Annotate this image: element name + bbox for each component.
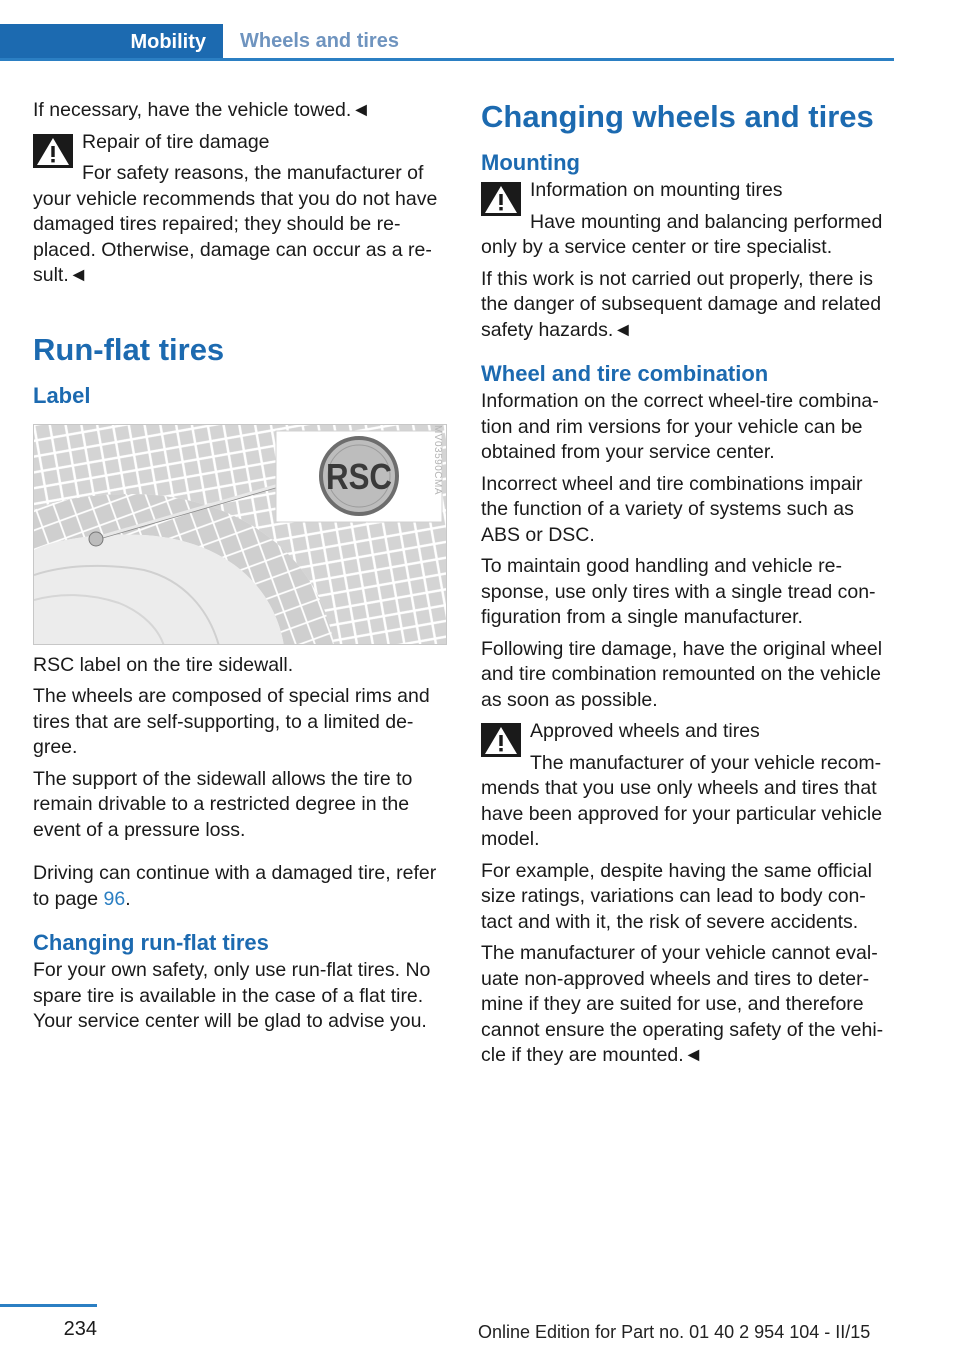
page-96-link[interactable]: 96 (103, 887, 126, 910)
para3-text: Driving can continue with a damaged tire, refer to page (33, 862, 437, 910)
edition-text: Online Edition for Part no. 01 40 2 954 104 - II/15 (478, 1322, 871, 1342)
para3-end: . (125, 887, 131, 910)
warning-text: The manufacturer of your vehicle recom‐mends that you use only wheels and tires that have been approved for your particular vehicle model. (481, 751, 883, 850)
warning-repair (33, 130, 447, 289)
heading-changing-run-flat: Changing run-flat tires (33, 930, 269, 955)
warning-text: Have mounting and balancing performed only by a service center or tire specialist. (481, 210, 883, 258)
tire-illustration (34, 425, 447, 645)
heading-wheel-tire-combination: Wheel and tire combination (481, 361, 769, 386)
runflat-para-1: The wheels are composed of special rims and tires that are self-supporting, to a limited de‐gree. (33, 685, 430, 758)
warning-mounting (481, 178, 893, 261)
combo-para-1: Information on the correct wheel-tire combina‐tion and rim versions for your vehicle can be obtained from your service center. (481, 390, 879, 463)
warning-text: For safety reasons, the manufacturer of your vehicle recommends that you do not have damaged tires repaired; they should be re‐placed. Otherwise, damage can occur as a re‐sult.◄ (33, 162, 438, 286)
runflat-para-4: For your own safety, only use run-flat tires. No spare tire is available in the case of a flat tire. Your service center will be glad to advise you. (33, 959, 431, 1032)
heading-changing-wheels: Changing wheels and tires (481, 99, 874, 134)
rsc-tire-figure (33, 424, 447, 645)
right-column (481, 98, 893, 1075)
warning-title: Information on mounting tires (530, 179, 783, 201)
left-column (33, 98, 447, 1041)
warning-triangle-icon (481, 182, 521, 216)
footer-rule (0, 1304, 97, 1307)
warning-title: Approved wheels and tires (530, 720, 760, 742)
towed-text: If necessary, have the vehicle towed.◄ (33, 99, 371, 121)
warning-approved-wheels (481, 719, 893, 853)
heading-label: Label (33, 382, 91, 408)
combo-para-2: Incorrect wheel and tire combinations impair the function of a variety of systems such as ABS or DSC. (481, 472, 863, 546)
rsc-badge-text: RSC (326, 455, 392, 497)
heading-mounting: Mounting (481, 150, 580, 175)
header-rule (0, 58, 894, 61)
warning-title: Repair of tire damage (82, 130, 270, 153)
figure-caption: RSC label on the tire sidewall. (33, 653, 294, 676)
chapter-tab-wheels-and-tires[interactable]: Wheels and tires (240, 29, 399, 52)
warning-triangle-icon (481, 723, 521, 757)
warning-triangle-icon (33, 134, 73, 168)
page-header (0, 24, 894, 61)
example-para: For example, despite having the same official size ratings, variations can lead to body con‐tact and with it, the risk of severe accidents. (481, 859, 872, 933)
section-tab-mobility[interactable]: Mobility (0, 24, 223, 61)
combo-para-4: Following tire damage, have the original wheel and tire combination remounted on the vehicle as soon as possible. (481, 637, 883, 711)
combo-para-3: To maintain good handling and vehicle re‐sponse, use only tires with a single tread con‐figuration from a single manufacturer. (481, 555, 876, 628)
runflat-para-3 (33, 861, 447, 912)
figure-code: MV03590CMA (432, 424, 443, 495)
runflat-para-2: The support of the sidewall allows the tire to remain drivable to a restricted degree in the event of a pressure loss. (33, 767, 413, 841)
cannot-evaluate-para: The manufacturer of your vehicle cannot eval‐uate non-approved wheels and tires to deter‐mine if they are suited for use, and therefore cannot ensure the operating safety of the vehi‐cle if they are mounted.◄ (481, 942, 884, 1066)
improper-work-para: If this work is not carried out properly, there is the danger of subsequent damage and related safety hazards.◄ (481, 267, 882, 341)
heading-run-flat-tires: Run-flat tires (33, 331, 225, 367)
page-number: 234 (63, 1318, 97, 1340)
